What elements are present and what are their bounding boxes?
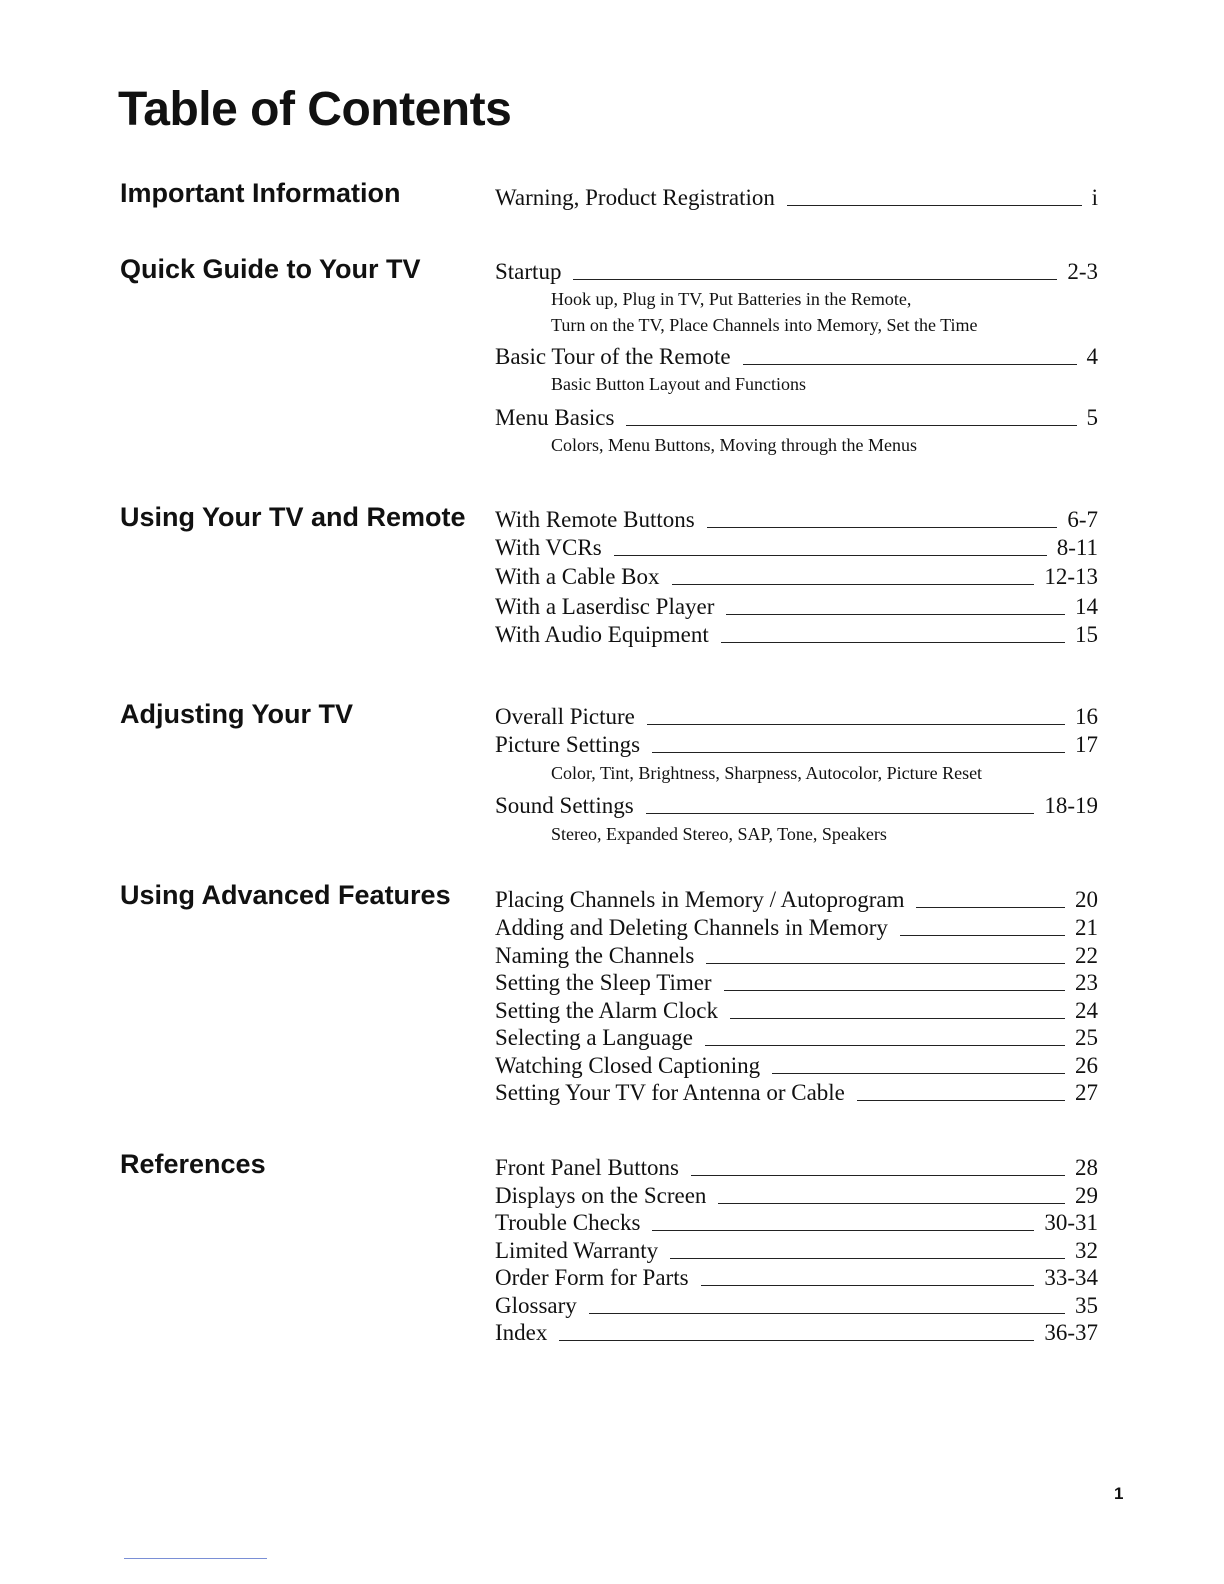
leader-line — [730, 1018, 1065, 1019]
toc-entry-startup[interactable] — [495, 258, 1098, 286]
toc-entry-page: 2-3 — [1067, 259, 1098, 284]
toc-entry-page: 26 — [1075, 1053, 1098, 1078]
toc-entry-title: Watching Closed Captioning — [495, 1053, 761, 1078]
toc-entry-page: 15 — [1075, 622, 1098, 647]
leader-line — [652, 1230, 1034, 1231]
toc-entry-subtopics: Turn on the TV, Place Channels into Memory, Set the Time — [551, 315, 978, 335]
toc-entry-title: Warning, Product Registration — [495, 185, 775, 210]
leader-line — [691, 1175, 1065, 1176]
toc-entry-page: 36-37 — [1044, 1320, 1098, 1345]
toc-entry-page: 35 — [1075, 1293, 1098, 1318]
toc-entry-subtopics: Color, Tint, Brightness, Sharpness, Autocolor, Picture Reset — [551, 763, 983, 783]
toc-entry-title: With a Laserdisc Player — [495, 594, 715, 619]
leader-line — [626, 425, 1076, 426]
leader-line — [787, 205, 1082, 206]
toc-entry-title: Picture Settings — [495, 732, 641, 757]
toc-entry-index[interactable] — [495, 1319, 1098, 1347]
leader-line — [718, 1203, 1065, 1204]
toc-entry-page: 20 — [1075, 887, 1098, 912]
toc-entry-title: Basic Tour of the Remote — [495, 344, 731, 369]
toc-entry-page: 8-11 — [1056, 535, 1098, 560]
toc-entry-page: 17 — [1075, 732, 1098, 757]
toc-entry-menu-basics[interactable] — [495, 404, 1098, 432]
toc-entry-picture-settings[interactable] — [495, 731, 1098, 759]
leader-line — [900, 935, 1065, 936]
toc-entry-page: 29 — [1075, 1183, 1098, 1208]
toc-entry-title: Adding and Deleting Channels in Memory — [495, 915, 888, 940]
toc-entry-title: With Audio Equipment — [495, 622, 709, 647]
toc-entry-title: With a Cable Box — [495, 564, 660, 589]
leader-line — [647, 724, 1065, 725]
toc-entry-page: 30-31 — [1044, 1210, 1098, 1235]
toc-entry-page: 21 — [1075, 915, 1098, 940]
page-title: Table of Contents — [118, 83, 512, 136]
toc-entry-page: 22 — [1075, 943, 1098, 968]
toc-entry-page: 14 — [1075, 594, 1098, 619]
toc-entry-remote-buttons[interactable] — [495, 506, 1098, 534]
toc-entry-title: Displays on the Screen — [495, 1183, 707, 1208]
toc-entry-glossary[interactable] — [495, 1292, 1098, 1320]
toc-entry-page: 16 — [1075, 704, 1098, 729]
toc-entry-order-form[interactable] — [495, 1264, 1098, 1292]
toc-entry-overall-picture[interactable] — [495, 703, 1098, 731]
toc-entry-title: With VCRs — [495, 535, 602, 560]
toc-entry-title: Naming the Channels — [495, 943, 695, 968]
toc-entry-title: Limited Warranty — [495, 1238, 659, 1263]
toc-entry-sleep-timer[interactable] — [495, 969, 1098, 997]
toc-entry-alarm-clock[interactable] — [495, 997, 1098, 1025]
toc-entry-language[interactable] — [495, 1024, 1098, 1052]
leader-line — [726, 614, 1065, 615]
toc-entry-title: Setting the Sleep Timer — [495, 970, 712, 995]
toc-entry-laserdisc[interactable] — [495, 593, 1098, 621]
toc-entry-vcrs[interactable] — [495, 534, 1098, 562]
toc-entry-title: Order Form for Parts — [495, 1265, 689, 1290]
section-heading-quick-guide: Quick Guide to Your TV — [120, 254, 421, 284]
toc-entry-trouble-checks[interactable] — [495, 1209, 1098, 1237]
toc-entry-page: 28 — [1075, 1155, 1098, 1180]
leader-line — [646, 813, 1035, 814]
toc-entry-page: 27 — [1075, 1080, 1098, 1105]
toc-entry-cable-box[interactable] — [495, 563, 1098, 591]
toc-entry-antenna-cable[interactable] — [495, 1079, 1098, 1107]
leader-line — [743, 364, 1077, 365]
toc-entry-title: Setting Your TV for Antenna or Cable — [495, 1080, 845, 1105]
leader-line — [721, 642, 1065, 643]
toc-entry-title: Selecting a Language — [495, 1025, 693, 1050]
toc-entry-warning[interactable] — [495, 184, 1098, 212]
section-heading-adjusting-tv: Adjusting Your TV — [120, 699, 353, 729]
toc-entry-page: 6-7 — [1067, 507, 1098, 532]
section-heading-references: References — [120, 1149, 266, 1179]
section-heading-important-information: Important Information — [120, 178, 401, 208]
toc-entry-title: Trouble Checks — [495, 1210, 641, 1235]
toc-entry-page: 4 — [1086, 344, 1098, 369]
toc-entry-subtopics: Stereo, Expanded Stereo, SAP, Tone, Speakers — [551, 824, 887, 844]
toc-entry-page: i — [1091, 185, 1098, 210]
toc-entry-audio-equipment[interactable] — [495, 621, 1098, 649]
toc-entry-adding-deleting[interactable] — [495, 914, 1098, 942]
leader-line — [652, 752, 1065, 753]
leader-line — [672, 584, 1035, 585]
toc-entry-warranty[interactable] — [495, 1237, 1098, 1265]
toc-entry-naming-channels[interactable] — [495, 942, 1098, 970]
toc-entry-displays[interactable] — [495, 1182, 1098, 1210]
leader-line — [614, 555, 1047, 556]
leader-line — [772, 1073, 1065, 1074]
toc-entry-title: Setting the Alarm Clock — [495, 998, 718, 1023]
leader-line — [916, 907, 1065, 908]
toc-entry-subtopics: Hook up, Plug in TV, Put Batteries in the Remote, — [551, 289, 912, 309]
section-heading-advanced-features: Using Advanced Features — [120, 880, 451, 910]
leader-line — [701, 1285, 1035, 1286]
toc-entry-page: 24 — [1075, 998, 1098, 1023]
toc-entry-title: Overall Picture — [495, 704, 635, 729]
footer-rule — [124, 1558, 267, 1559]
leader-line — [707, 527, 1058, 528]
toc-entry-basic-tour[interactable] — [495, 343, 1098, 371]
leader-line — [857, 1100, 1065, 1101]
leader-line — [589, 1313, 1065, 1314]
toc-entry-title: Startup — [495, 259, 562, 284]
toc-entry-title: Glossary — [495, 1293, 577, 1318]
leader-line — [724, 990, 1065, 991]
leader-line — [573, 279, 1057, 280]
leader-line — [559, 1340, 1034, 1341]
toc-entry-title: With Remote Buttons — [495, 507, 695, 532]
toc-entry-page: 32 — [1075, 1238, 1098, 1263]
toc-entry-page: 23 — [1075, 970, 1098, 995]
toc-entry-page: 18-19 — [1044, 793, 1098, 818]
toc-entry-title: Index — [495, 1320, 548, 1345]
section-heading-using-tv-remote: Using Your TV and Remote — [120, 502, 466, 532]
toc-entry-title: Sound Settings — [495, 793, 634, 818]
toc-entry-title: Front Panel Buttons — [495, 1155, 680, 1180]
toc-entry-autoprogram[interactable] — [495, 886, 1098, 914]
toc-entry-front-panel[interactable] — [495, 1154, 1098, 1182]
toc-entry-page: 33-34 — [1044, 1265, 1098, 1290]
leader-line — [670, 1258, 1065, 1259]
toc-entry-page: 5 — [1086, 405, 1098, 430]
toc-entry-title: Menu Basics — [495, 405, 615, 430]
page-number: 1 — [1114, 1484, 1124, 1503]
toc-entry-title: Placing Channels in Memory / Autoprogram — [495, 887, 905, 912]
toc-entry-subtopics: Basic Button Layout and Functions — [551, 374, 806, 394]
leader-line — [706, 963, 1065, 964]
leader-line — [705, 1045, 1065, 1046]
toc-entry-page: 12-13 — [1044, 564, 1098, 589]
toc-entry-closed-captioning[interactable] — [495, 1052, 1098, 1080]
toc-entry-subtopics: Colors, Menu Buttons, Moving through the Menus — [551, 435, 918, 455]
toc-entry-sound-settings[interactable] — [495, 792, 1098, 820]
toc-entry-page: 25 — [1075, 1025, 1098, 1050]
